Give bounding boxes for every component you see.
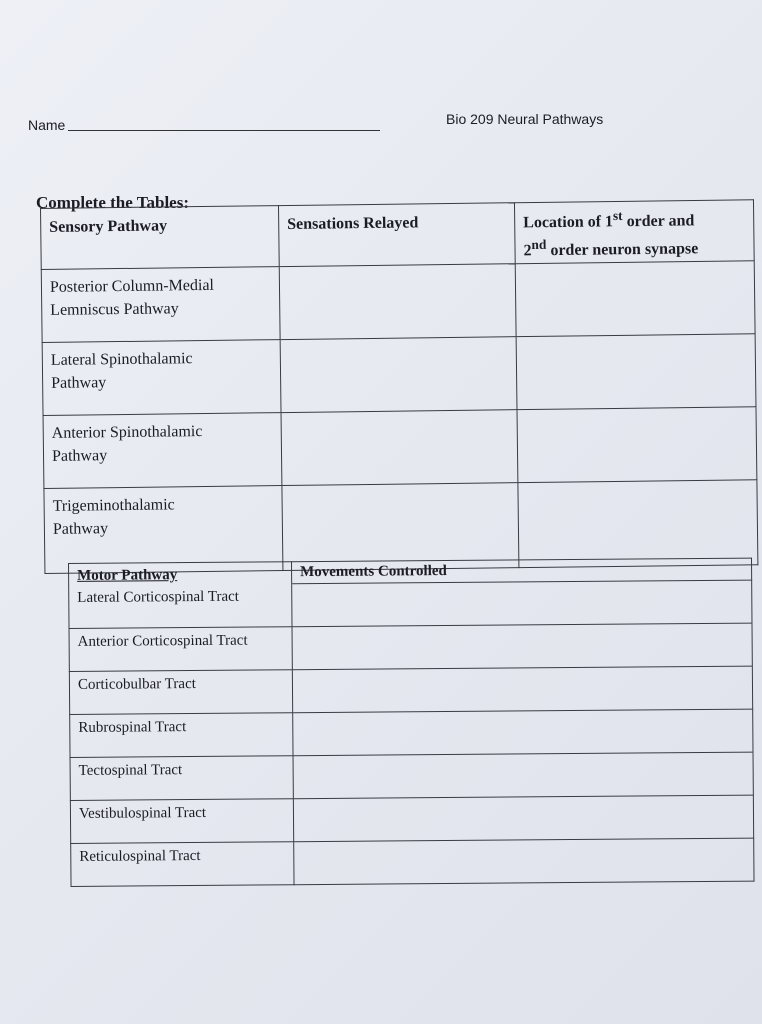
sensations-answer-cell[interactable] bbox=[279, 263, 516, 339]
table-row bbox=[70, 795, 753, 843]
synapse-answer-cell[interactable] bbox=[518, 479, 758, 567]
sensations-answer-cell[interactable] bbox=[280, 336, 517, 412]
synapse-answer-cell[interactable] bbox=[516, 333, 756, 409]
table-row bbox=[41, 260, 755, 342]
table-header-row bbox=[41, 200, 755, 269]
table-row bbox=[69, 580, 752, 628]
column-header-synapse-location: Location of 1st order and 2nd order neuron synapse bbox=[514, 200, 754, 264]
tract-name-cell: Reticulospinal Tract bbox=[71, 841, 294, 886]
tract-name-cell: Rubrospinal Tract bbox=[70, 712, 293, 757]
movements-answer-cell[interactable] bbox=[292, 623, 752, 670]
sensations-answer-cell[interactable] bbox=[281, 409, 518, 485]
column-header-sensory-pathway: Sensory Pathway bbox=[41, 206, 280, 270]
sensations-answer-cell[interactable] bbox=[282, 482, 519, 570]
column-header-movements-controlled: Movements Controlled bbox=[291, 558, 751, 583]
pathway-name-cell: Anterior Spinothalamic Pathway bbox=[43, 412, 282, 488]
column-header-sensations-relayed: Sensations Relayed bbox=[278, 203, 515, 267]
table-row bbox=[69, 666, 752, 714]
instructions-heading: Complete the Tables: bbox=[36, 193, 189, 212]
movements-answer-cell[interactable] bbox=[293, 709, 753, 756]
movements-answer-cell[interactable] bbox=[292, 580, 752, 627]
movements-answer-cell[interactable] bbox=[293, 795, 753, 842]
table-row bbox=[69, 623, 752, 671]
tract-name-cell: Tectospinal Tract bbox=[70, 755, 293, 800]
course-title: Bio 209 Neural Pathways bbox=[446, 111, 604, 127]
movements-answer-cell[interactable] bbox=[293, 752, 753, 799]
tract-name-cell: Lateral Corticospinal Tract bbox=[69, 583, 292, 628]
pathway-name-cell: Lateral Spinothalamic Pathway bbox=[42, 339, 281, 415]
table-row bbox=[71, 838, 754, 886]
tract-name-cell: Vestibulospinal Tract bbox=[70, 798, 293, 843]
pathway-name-cell: Posterior Column-Medial Lemniscus Pathway bbox=[41, 266, 280, 342]
table-row bbox=[70, 752, 753, 800]
movements-answer-cell[interactable] bbox=[292, 666, 752, 713]
column-header-motor-pathway: Motor Pathway bbox=[69, 562, 292, 585]
table-row bbox=[42, 333, 756, 415]
pathway-name-cell: Trigeminothalamic Pathway bbox=[44, 485, 283, 573]
sensory-pathway-table bbox=[40, 199, 758, 573]
motor-pathway-table bbox=[68, 558, 755, 887]
table-row bbox=[70, 709, 753, 757]
tract-name-cell: Anterior Corticospinal Tract bbox=[69, 626, 292, 671]
synapse-answer-cell[interactable] bbox=[517, 406, 757, 482]
name-field[interactable] bbox=[68, 130, 380, 131]
synapse-answer-cell[interactable] bbox=[515, 260, 755, 336]
tract-name-cell: Corticobulbar Tract bbox=[69, 669, 292, 714]
movements-answer-cell[interactable] bbox=[294, 838, 754, 885]
name-label: Name bbox=[28, 117, 66, 133]
table-row bbox=[43, 406, 757, 488]
